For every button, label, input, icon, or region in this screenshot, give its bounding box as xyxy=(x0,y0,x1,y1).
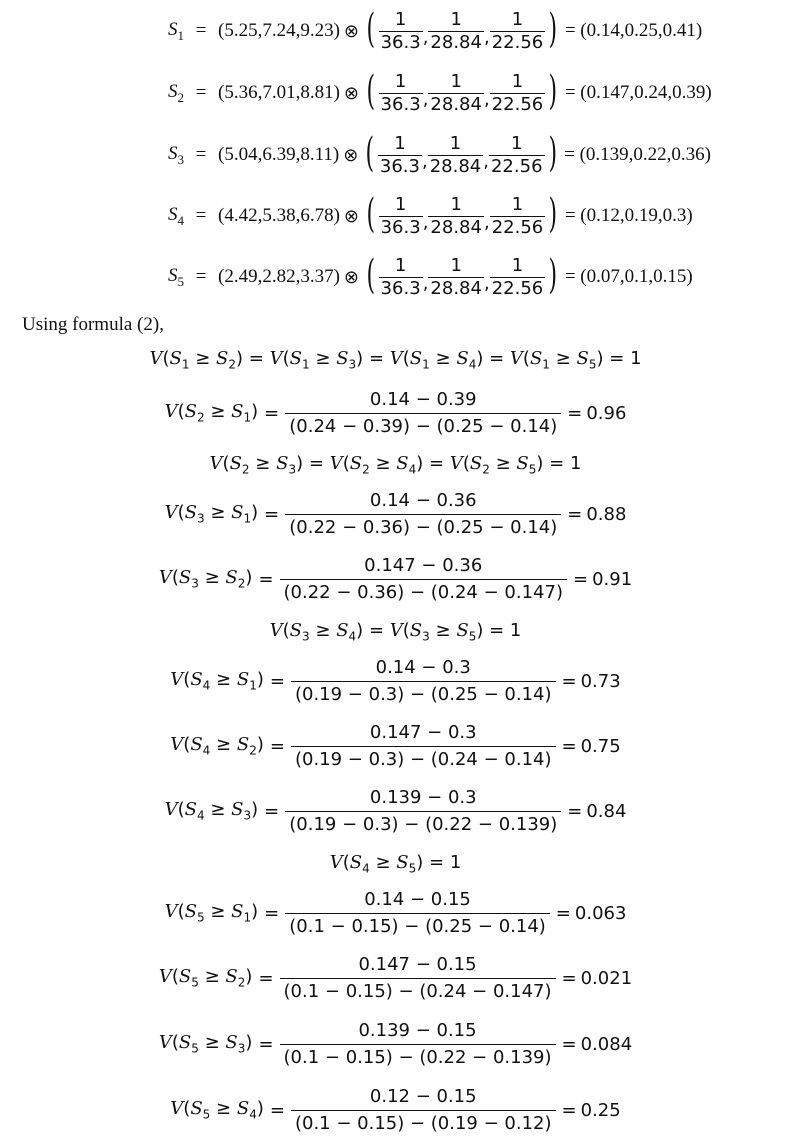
synthetic-extent-row xyxy=(150,64,712,122)
equation-lhs: $V(S_5 \ge S_4)$ xyxy=(170,1098,264,1122)
synthetic-extent-row xyxy=(150,2,702,60)
synthetic-extent-row xyxy=(150,187,693,245)
inverse-vector: ( $\frac{1}{36.3}$ , $\frac{1}{28.84}$ , $\frac{1}{22.56}$ ) xyxy=(366,68,558,115)
reciprocal-fraction: $\frac{1}{28.84}$ xyxy=(430,70,482,115)
equals-sign: = xyxy=(258,568,274,590)
possibility-degree-row xyxy=(0,384,791,442)
reciprocal-fraction: $\frac{1}{22.56}$ xyxy=(490,132,543,177)
equals-sign: = xyxy=(195,20,207,41)
equality-chain xyxy=(0,616,791,648)
fraction-numerator: 0.139 − 0.15 xyxy=(358,1019,477,1041)
fraction-denominator: (0.1 − 0.15) − (0.24 − 0.147) xyxy=(280,978,556,1005)
equals-sign: = xyxy=(269,670,285,692)
equality-chain xyxy=(0,848,791,880)
equation-result: 0.91 xyxy=(592,568,633,590)
fuzzy-triple: (5.04,6.39,8.11) xyxy=(218,144,340,165)
fraction-denominator: (0.1 − 0.15) − (0.19 − 0.12) xyxy=(291,1110,556,1137)
equality-chain xyxy=(0,344,791,376)
possibility-degree-row xyxy=(0,1081,791,1139)
equation-result: 0.021 xyxy=(580,967,633,989)
equals-sign: = xyxy=(561,735,577,757)
inverse-vector: ( $\frac{1}{36.3}$ , $\frac{1}{28.84}$ , $\frac{1}{22.56}$ ) xyxy=(366,191,558,238)
equation-lhs: $V(S_4 \ge S_3)$ xyxy=(164,799,259,823)
otimes-icon: ⊗ xyxy=(343,205,359,227)
equation-lhs: $V(S_2 \ge S_1)$ xyxy=(164,401,259,425)
fraction-denominator: (0.22 − 0.36) − (0.24 − 0.147) xyxy=(280,579,567,606)
degree-fraction xyxy=(285,785,561,838)
equation-result: = (0.07,0.1,0.15) xyxy=(564,266,693,287)
degree-fraction xyxy=(285,887,550,940)
degree-fraction xyxy=(291,655,556,708)
otimes-icon: ⊗ xyxy=(343,266,359,288)
fuzzy-triple: (2.49,2.82,3.37) xyxy=(218,266,340,287)
fuzzy-triple: (4.42,5.38,6.78) xyxy=(218,205,340,226)
chain-text: $V(S_1 \ge S_2) = V(S_1 \ge S_3) = V(S_1 \ge S_4) = V(S_1 \ge S_5) = 1$ xyxy=(149,348,642,372)
equals-sign: = xyxy=(567,503,583,525)
equals-sign: = xyxy=(264,800,280,822)
otimes-icon: ⊗ xyxy=(343,20,359,42)
possibility-degree-row xyxy=(0,884,791,942)
equation-lhs: $V(S_4 \ge S_2)$ xyxy=(170,734,264,758)
fraction-numerator: 0.14 − 0.15 xyxy=(364,888,471,910)
possibility-degree-row xyxy=(0,652,791,710)
equation-result: = (0.14,0.25,0.41) xyxy=(564,20,703,41)
degree-fraction xyxy=(280,952,556,1005)
degree-fraction xyxy=(285,488,561,541)
equals-sign: = xyxy=(555,902,571,924)
equals-sign: = xyxy=(195,82,207,103)
equals-sign: = xyxy=(269,1099,285,1121)
otimes-icon: ⊗ xyxy=(343,144,359,166)
fraction-denominator: (0.1 − 0.15) − (0.25 − 0.14) xyxy=(285,913,550,940)
degree-fraction xyxy=(291,1084,556,1137)
equals-sign: = xyxy=(258,1033,274,1055)
inverse-vector: ( $\frac{1}{36.3}$ , $\frac{1}{28.84}$ , $\frac{1}{22.56}$ ) xyxy=(366,252,558,299)
equals-sign: = xyxy=(561,1099,577,1121)
equals-sign: = xyxy=(572,568,589,590)
synthetic-extent-row xyxy=(150,126,711,184)
chain-text: $V(S_3 \ge S_4) = V(S_3 \ge S_5) = 1$ xyxy=(269,620,522,644)
equals-sign: = xyxy=(561,1033,577,1055)
fraction-numerator: 0.147 − 0.15 xyxy=(358,953,477,975)
reciprocal-fraction: $\frac{1}{36.3}$ xyxy=(380,8,421,53)
equation-result: 0.063 xyxy=(574,902,627,924)
reciprocal-fraction: $\frac{1}{36.3}$ xyxy=(379,132,420,177)
chain-text: $V(S_2 \ge S_3) = V(S_2 \ge S_4) = V(S_2 \ge S_5) = 1$ xyxy=(209,453,582,477)
fraction-numerator: 0.139 − 0.3 xyxy=(369,786,477,808)
inverse-vector: ( $\frac{1}{36.3}$ , $\frac{1}{28.84}$ , $\frac{1}{22.56}$ ) xyxy=(366,6,558,53)
fraction-denominator: (0.24 − 0.39) − (0.25 − 0.14) xyxy=(285,413,561,440)
degree-fraction xyxy=(280,1018,556,1071)
equation-result: 0.84 xyxy=(586,800,627,822)
equation-result: 0.73 xyxy=(580,670,621,692)
chain-text: $V(S_4 \ge S_5) = 1$ xyxy=(329,852,462,876)
equation-lhs: $V(S_3 \ge S_2)$ xyxy=(158,567,253,591)
equation-result: 0.96 xyxy=(586,402,627,424)
equals-sign: = xyxy=(264,402,280,424)
equation-result: 0.084 xyxy=(580,1033,633,1055)
equation-lhs: $V(S_5 \ge S_3)$ xyxy=(158,1032,253,1056)
reciprocal-fraction: $\frac{1}{36.3}$ xyxy=(380,254,421,299)
possibility-degree-row xyxy=(0,949,791,1007)
reciprocal-fraction: $\frac{1}{22.56}$ xyxy=(491,8,544,53)
equation-lhs: $V(S_4 \ge S_1)$ xyxy=(170,669,264,693)
equals-sign: = xyxy=(195,266,207,287)
fraction-denominator: (0.22 − 0.36) − (0.25 − 0.14) xyxy=(285,514,561,541)
intro-text: Using formula (2), xyxy=(22,314,164,335)
possibility-degree-row xyxy=(0,782,791,840)
fraction-numerator: 0.147 − 0.36 xyxy=(364,554,483,576)
possibility-degree-row xyxy=(0,485,791,543)
equals-sign: = xyxy=(567,402,583,424)
equals-sign: = xyxy=(195,205,207,226)
equation-lhs: $S_4$ xyxy=(168,203,184,228)
fuzzy-triple: (5.25,7.24,9.23) xyxy=(218,20,340,41)
fraction-denominator: (0.19 − 0.3) − (0.24 − 0.14) xyxy=(291,746,556,773)
equals-sign: = xyxy=(561,967,577,989)
equation-lhs: $V(S_5 \ge S_2)$ xyxy=(158,966,253,990)
reciprocal-fraction: $\frac{1}{28.84}$ xyxy=(430,8,482,53)
equation-result: = (0.139,0.22,0.36) xyxy=(564,144,711,165)
equation-result: = (0.12,0.19,0.3) xyxy=(564,205,693,226)
fraction-numerator: 0.14 − 0.36 xyxy=(369,489,477,511)
equation-lhs: $S_1$ xyxy=(168,18,184,43)
equation-lhs: $S_2$ xyxy=(168,80,184,105)
fraction-denominator: (0.1 − 0.15) − (0.22 − 0.139) xyxy=(280,1044,556,1071)
otimes-icon: ⊗ xyxy=(343,82,359,104)
fraction-numerator: 0.14 − 0.3 xyxy=(375,656,471,678)
possibility-degree-row xyxy=(0,550,791,608)
fuzzy-triple: (5.36,7.01,8.81) xyxy=(218,82,340,103)
equation-lhs: $S_3$ xyxy=(168,142,184,167)
equality-chain xyxy=(0,449,791,481)
reciprocal-fraction: $\frac{1}{36.3}$ xyxy=(380,193,421,238)
equals-sign: = xyxy=(561,670,577,692)
fraction-denominator: (0.19 − 0.3) − (0.25 − 0.14) xyxy=(291,681,556,708)
degree-fraction xyxy=(285,387,561,440)
reciprocal-fraction: $\frac{1}{22.56}$ xyxy=(491,70,544,115)
equals-sign: = xyxy=(264,902,280,924)
equals-sign: = xyxy=(195,144,207,165)
reciprocal-fraction: $\frac{1}{36.3}$ xyxy=(380,70,421,115)
reciprocal-fraction: $\frac{1}{22.56}$ xyxy=(491,193,544,238)
fraction-numerator: 0.12 − 0.15 xyxy=(369,1085,477,1107)
equals-sign: = xyxy=(567,800,583,822)
equation-result: 0.75 xyxy=(580,735,621,757)
equals-sign: = xyxy=(258,967,274,989)
equation-result: 0.25 xyxy=(580,1099,621,1121)
synthetic-extent-row xyxy=(150,248,693,306)
possibility-degree-row xyxy=(0,1015,791,1073)
equation-lhs: $V(S_3 \ge S_1)$ xyxy=(164,502,259,526)
inverse-vector: ( $\frac{1}{36.3}$ , $\frac{1}{28.84}$ , $\frac{1}{22.56}$ ) xyxy=(365,130,557,177)
fraction-numerator: 0.14 − 0.39 xyxy=(369,388,477,410)
reciprocal-fraction: $\frac{1}{28.84}$ xyxy=(429,132,482,177)
degree-fraction xyxy=(291,720,556,773)
fraction-denominator: (0.19 − 0.3) − (0.22 − 0.139) xyxy=(285,811,561,838)
reciprocal-fraction: $\frac{1}{28.84}$ xyxy=(430,254,482,299)
possibility-degree-row xyxy=(0,717,791,775)
equation-lhs: $V(S_5 \ge S_1)$ xyxy=(164,901,259,925)
fraction-numerator: 0.147 − 0.3 xyxy=(369,721,477,743)
equals-sign: = xyxy=(269,735,285,757)
equation-lhs: $S_5$ xyxy=(168,264,184,289)
equals-sign: = xyxy=(264,503,280,525)
reciprocal-fraction: $\frac{1}{22.56}$ xyxy=(491,254,544,299)
reciprocal-fraction: $\frac{1}{28.84}$ xyxy=(430,193,482,238)
degree-fraction xyxy=(280,553,567,606)
equation-result: 0.88 xyxy=(586,503,627,525)
equation-result: = (0.147,0.24,0.39) xyxy=(564,82,712,103)
